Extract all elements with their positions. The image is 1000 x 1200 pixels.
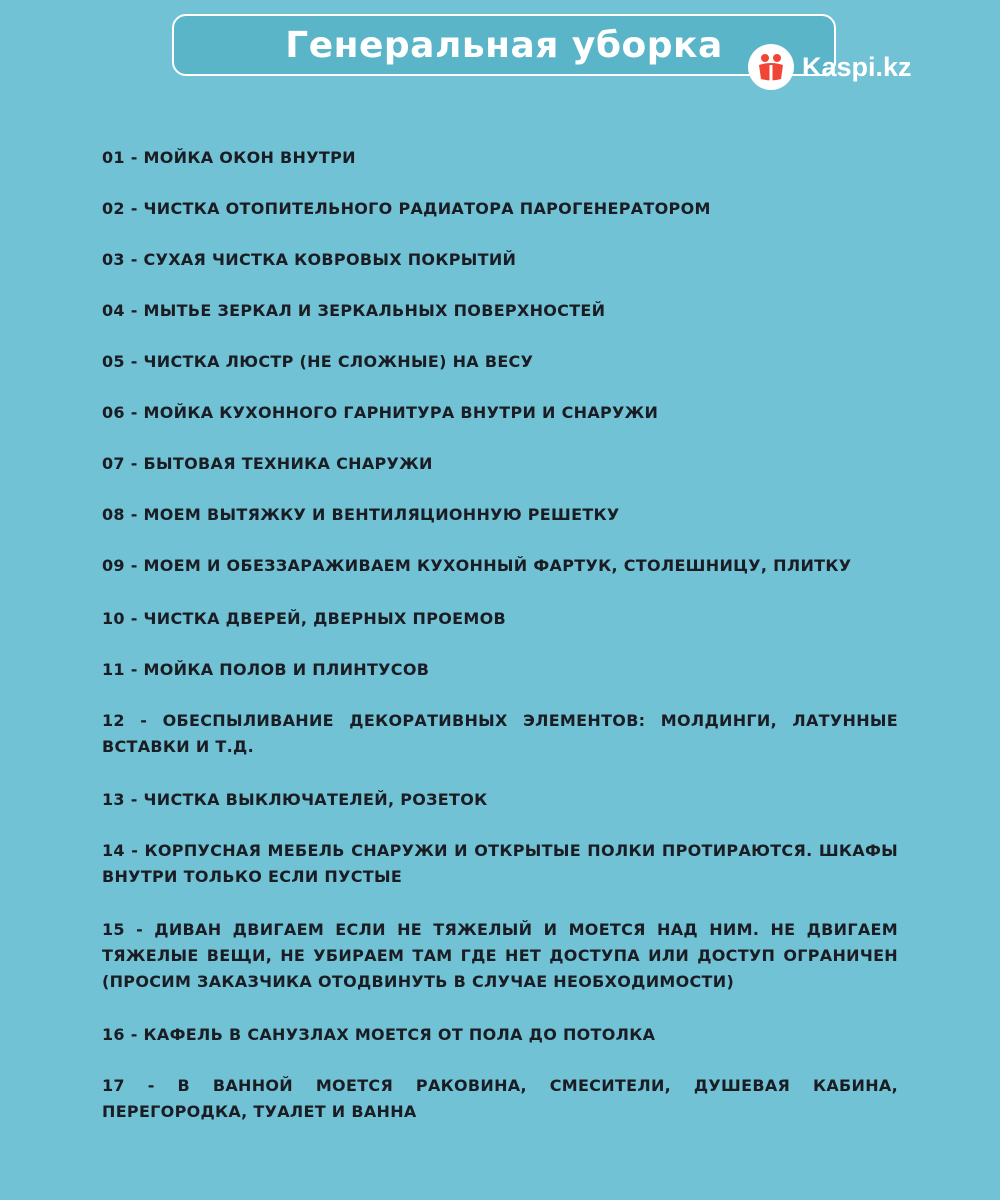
list-item: 16 - КАФЕЛЬ В САНУЗЛАХ МОЕТСЯ ОТ ПОЛА ДО ПОТОЛКА (102, 1025, 656, 1044)
list-item: 09 - МОЕМ И ОБЕЗЗАРАЖИВАЕМ КУХОННЫЙ ФАРТУК, СТОЛЕШНИЦУ, ПЛИТКУ (102, 556, 852, 575)
kaspi-watermark (748, 42, 912, 92)
list-item: 17 - В ВАННОЙ МОЕТСЯ РАКОВИНА, СМЕСИТЕЛИ, ДУШЕВАЯ КАБИНА, ПЕРЕГОРОДКА, ТУАЛЕТ И ВАННА (102, 1076, 898, 1121)
list-item: 13 - ЧИСТКА ВЫКЛЮЧАТЕЛЕЙ, РОЗЕТОК (102, 790, 488, 809)
list-item: 06 - МОЙКА КУХОННОГО ГАРНИТУРА ВНУТРИ И СНАРУЖИ (102, 403, 659, 422)
list-item: 15 - ДИВАН ДВИГАЕМ ЕСЛИ НЕ ТЯЖЕЛЫЙ И МОЕТСЯ НАД НИМ. НЕ ДВИГАЕМ ТЯЖЕЛЫЕ ВЕЩИ, НЕ УБИРАЕМ ТАМ ГДЕ НЕТ ДОСТУПА ИЛИ ДОСТУП ОГРАНИЧЕН (ПРОСИМ ЗАКАЗЧИКА ОТОДВИНУТЬ В СЛУЧАЕ НЕОБХОДИМОСТИ) (102, 920, 898, 991)
cleaning-task-list (102, 145, 898, 1152)
list-item: 08 - МОЕМ ВЫТЯЖКУ И ВЕНТИЛЯЦИОННУЮ РЕШЕТКУ (102, 505, 620, 524)
kaspi-brand-text: Kaspi.kz (802, 51, 912, 82)
list-item: 01 - МОЙКА ОКОН ВНУТРИ (102, 148, 356, 167)
title-banner (172, 14, 836, 76)
list-item: 05 - ЧИСТКА ЛЮСТР (НЕ СЛОЖНЫЕ) НА ВЕСУ (102, 352, 534, 371)
list-item: 14 - КОРПУСНАЯ МЕБЕЛЬ СНАРУЖИ И ОТКРЫТЫЕ ПОЛКИ ПРОТИРАЮТСЯ. ШКАФЫ ВНУТРИ ТОЛЬКО ЕСЛИ ПУСТЫЕ (102, 841, 898, 886)
list-item: 12 - ОБЕСПЫЛИВАНИЕ ДЕКОРАТИВНЫХ ЭЛЕМЕНТОВ: МОЛДИНГИ, ЛАТУННЫЕ ВСТАВКИ И Т.Д. (102, 711, 898, 756)
list-item: 07 - БЫТОВАЯ ТЕХНИКА СНАРУЖИ (102, 454, 433, 473)
page-title: Генеральная уборка (285, 24, 723, 66)
list-item: 02 - ЧИСТКА ОТОПИТЕЛЬНОГО РАДИАТОРА ПАРОГЕНЕРАТОРОМ (102, 199, 711, 218)
list-item: 11 - МОЙКА ПОЛОВ И ПЛИНТУСОВ (102, 660, 430, 679)
list-item: 03 - СУХАЯ ЧИСТКА КОВРОВЫХ ПОКРЫТИЙ (102, 250, 517, 269)
list-item: 10 - ЧИСТКА ДВЕРЕЙ, ДВЕРНЫХ ПРОЕМОВ (102, 609, 506, 628)
list-item: 04 - МЫТЬЕ ЗЕРКАЛ И ЗЕРКАЛЬНЫХ ПОВЕРХНОСТЕЙ (102, 301, 606, 320)
kaspi-logo-icon (748, 44, 794, 90)
